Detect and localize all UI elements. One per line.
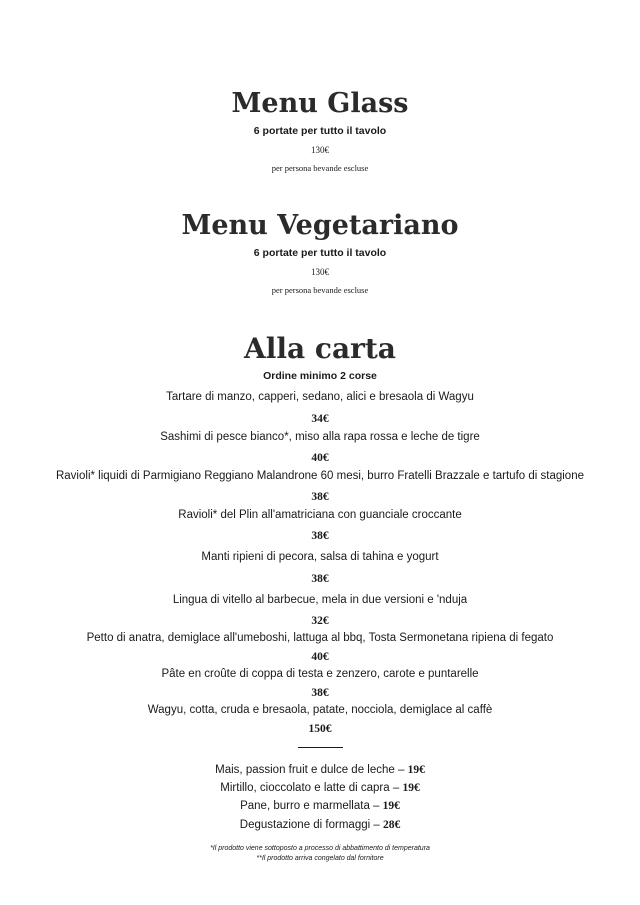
menu-vegetariano-note: per persona bevande escluse: [271, 285, 369, 295]
dessert-item: Mais, passion fruit e dulce de leche – 19€: [215, 764, 425, 776]
menu-vegetariano-price: 130€: [311, 267, 329, 277]
dish-price: 38€: [311, 530, 329, 542]
dish-name: Ravioli* del Plin all'amatriciana con guanciale croccante: [178, 509, 462, 521]
menu-vegetariano-title: Menu Vegetariano: [181, 210, 459, 241]
footnote: **Il prodotto arriva congelato dal fornitore: [256, 855, 384, 862]
dish-price: 40€: [311, 651, 329, 663]
section-divider: [298, 747, 343, 748]
dish-price: 40€: [311, 452, 329, 464]
alla-carta-subtitle: Ordine minimo 2 corse: [263, 370, 377, 382]
alla-carta-title: Alla carta: [244, 332, 396, 365]
dish-name: Manti ripieni di pecora, salsa di tahina e yogurt: [201, 551, 439, 563]
dish-name: Pâte en croûte di coppa di testa e zenzero, carote e puntarelle: [161, 668, 479, 680]
dish-name: Sashimi di pesce bianco*, miso alla rapa rossa e leche de tigre: [160, 431, 480, 443]
dessert-item: Pane, burro e marmellata – 19€: [240, 800, 400, 812]
menu-glass-title: Menu Glass: [231, 88, 409, 119]
menu-glass-note: per persona bevande escluse: [271, 163, 369, 173]
menu-glass-subtitle: 6 portate per tutto il tavolo: [253, 125, 387, 137]
dish-price: 38€: [311, 491, 329, 503]
dessert-item: Degustazione di formaggi – 28€: [239, 819, 401, 831]
dish-price: 38€: [311, 687, 329, 699]
dish-name: Wagyu, cotta, cruda e bresaola, patate, nocciola, demiglace al caffè: [147, 704, 493, 716]
dish-price: 38€: [311, 573, 329, 585]
menu-glass-price: 130€: [311, 145, 329, 155]
dish-name: Ravioli* liquidi di Parmigiano Reggiano Malandrone 60 mesi, burro Fratelli Brazzale e tartufo di stagione: [55, 470, 584, 482]
dish-price: 34€: [311, 413, 329, 425]
menu-vegetariano-subtitle: 6 portate per tutto il tavolo: [253, 247, 387, 259]
dish-name: Tartare di manzo, capperi, sedano, alici e bresaola di Wagyu: [166, 391, 474, 403]
dish-name: Petto di anatra, demiglace all'umeboshi, lattuga al bbq, Tosta Sermonetana ripiena di fegato: [86, 632, 554, 644]
dessert-item: Mirtillo, cioccolato e latte di capra – 19€: [220, 782, 420, 794]
footnote: *Il prodotto viene sottoposto a processo di abbattimento di temperatura: [210, 845, 430, 852]
dish-name: Lingua di vitello al barbecue, mela in due versioni e 'nduja: [172, 594, 468, 606]
dish-price: 32€: [311, 615, 329, 627]
dish-price: 150€: [308, 723, 332, 735]
